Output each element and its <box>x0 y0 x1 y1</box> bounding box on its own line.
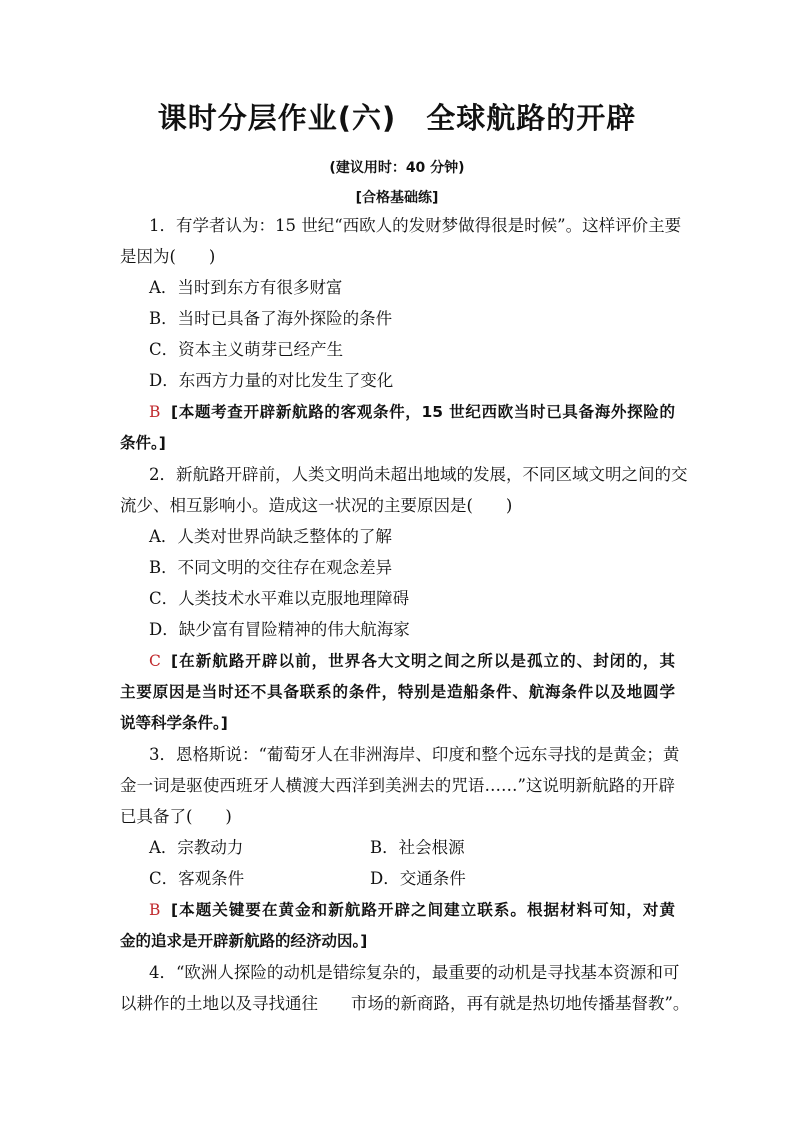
q3-option-c: C．客观条件 <box>149 869 245 888</box>
q3-explanation-line2: 金的追求是开辟新航路的经济动因。] <box>120 932 368 950</box>
q2-explanation-line3: 说等科学条件。] <box>120 714 228 732</box>
q4-stem-line1: 4．“欧洲人探险的动机是错综复杂的，最重要的动机是寻找基本资源和可 <box>149 963 680 982</box>
q2-answer-letter: C <box>149 652 161 670</box>
q2-option-a: A．人类对世界尚缺乏整体的了解 <box>149 527 392 546</box>
q3-stem-line3: 已具备了( ) <box>120 807 232 826</box>
q4-stem-line2: 以耕作的土地以及寻找通往 市场的新商路，再有就是热切地传播基督教”。 <box>120 994 690 1013</box>
q1-answer-letter: B <box>149 403 161 421</box>
q2-answer <box>149 650 675 672</box>
q1-option-d: D．东西方力量的对比发生了变化 <box>149 371 394 390</box>
q2-stem-line2: 流少、相互影响小。造成这一状况的主要原因是( ) <box>120 496 513 515</box>
q3-option-b: B．社会根源 <box>370 838 465 857</box>
q3-option-d: D．交通条件 <box>370 869 466 888</box>
q2-option-c: C．人类技术水平难以克服地理障碍 <box>149 589 410 608</box>
q2-explanation-line1: [在新航路开辟以前，世界各大文明之间之所以是孤立的、封闭的，其 <box>171 652 675 670</box>
q1-option-b: B．当时已具备了海外探险的条件 <box>149 309 393 328</box>
q3-stem-line1: 3．恩格斯说：“葡萄牙人在非洲海岸、印度和整个远东寻找的是黄金；黄 <box>149 745 680 764</box>
q2-option-b: B．不同文明的交往存在观念差异 <box>149 558 393 577</box>
q3-explanation-line1: [本题关键要在黄金和新航路开辟之间建立联系。根据材料可知，对黄 <box>171 901 675 919</box>
page-title: 课时分层作业(六) 全球航路的开辟 <box>157 101 637 135</box>
q1-option-c: C．资本主义萌芽已经产生 <box>149 340 344 359</box>
q3-option-a: A．宗教动力 <box>149 838 244 857</box>
q1-stem-line2: 是因为( ) <box>120 247 216 266</box>
q1-explanation-line2: 条件。] <box>120 434 166 452</box>
q3-answer <box>149 899 675 921</box>
q1-explanation-line1: [本题考查开辟新航路的客观条件，15 世纪西欧当时已具备海外探险的 <box>171 403 675 421</box>
q1-answer <box>149 401 675 423</box>
q2-option-d: D．缺少富有冒险精神的伟大航海家 <box>149 620 410 639</box>
q1-option-a: A．当时到东方有很多财富 <box>149 278 343 297</box>
q3-stem-line2: 金一词是驱使西班牙人横渡大西洋到美洲去的咒语……”这说明新航路的开辟 <box>120 776 675 795</box>
q3-answer-letter: B <box>149 901 161 919</box>
time-hint: (建议用时：40 分钟) <box>329 160 465 176</box>
q2-explanation-line2: 主要原因是当时还不具备联系的条件，特别是造船条件、航海条件以及地圆学 <box>120 683 675 701</box>
q2-stem-line1: 2．新航路开辟前，人类文明尚未超出地域的发展，不同区域文明之间的交 <box>149 465 688 484</box>
q1-stem-line1: 1．有学者认为：15 世纪“西欧人的发财梦做得很是时候”。这样评价主要 <box>149 216 682 235</box>
section-heading: [合格基础练] <box>355 190 439 206</box>
